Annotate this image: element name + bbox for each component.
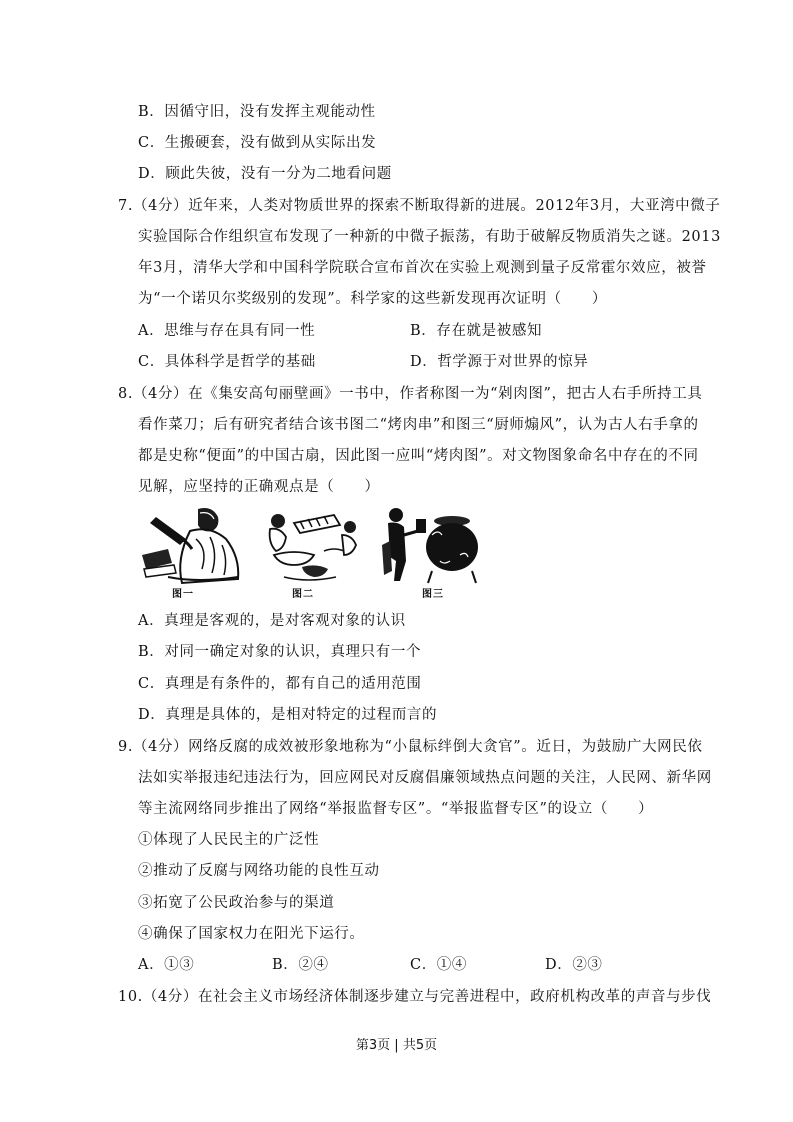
q8-option-b: B．对同一确定对象的认识，真理只有一个	[138, 644, 422, 660]
q7-option-a: A．思维与存在具有同一性	[138, 323, 316, 339]
q9-statement-3: ③拓宽了公民政治参与的渠道	[138, 895, 335, 911]
q9-option-b: B．②④	[272, 957, 329, 973]
q8-stem-line-1: 8.（4分）在《集安高句丽壁画》一书中，作者称图一为“剁肉图”，把古人右手所持工具	[118, 386, 703, 402]
q7-stem-line-4: 为“一个诺贝尔奖级别的发现”。科学家的这些新发现再次证明（ ）	[138, 291, 608, 307]
q6-option-d: D．顾此失彼，没有一分为二地看问题	[138, 166, 392, 182]
q10-stem-line-1: 10.（4分）在社会主义市场经济体制逐步建立与完善进程中，政府机构改革的声音与步伐	[118, 989, 712, 1005]
q7-stem-line-3: 年3月，清华大学和中国科学院联合宣布首次在实验上观测到量子反常霍尔效应，被誉	[138, 260, 707, 276]
q6-option-c: C．生搬硬套，没有做到从实际出发	[138, 135, 377, 151]
q8-option-d: D．真理是具体的，是相对特定的过程而言的	[138, 707, 438, 723]
page-footer: 第3页 | 共5页	[355, 1038, 438, 1053]
q6-option-b: B．因循守旧，没有发挥主观能动性	[138, 104, 376, 120]
q9-option-c: C．①④	[410, 957, 467, 973]
q7-option-c: C．具体科学是哲学的基础	[138, 354, 316, 370]
figure-3-image	[380, 505, 480, 587]
q8-option-c: C．真理是有条件的，都有自己的适用范围	[138, 676, 422, 692]
q7-option-b: B．存在就是被感知	[410, 323, 543, 339]
q9-statement-1: ①体现了人民民主的广泛性	[138, 832, 320, 848]
q9-option-a: A．①③	[138, 957, 195, 973]
figure-1-caption: 图一	[172, 589, 194, 600]
q9-statement-2: ②推动了反腐与网络功能的良性互动	[138, 863, 380, 879]
figure-2-image	[264, 505, 364, 587]
q7-stem-line-1: 7.（4分）近年来，人类对物质世界的探索不断取得新的进展。2012年3月，大亚湾中微子	[118, 198, 721, 214]
q9-stem-line-3: 等主流网络同步推出了网络“举报监督专区”。“举报监督专区”的设立（ ）	[138, 801, 654, 817]
mural-figures	[132, 505, 492, 605]
figure-2-caption: 图二	[292, 589, 314, 600]
q7-option-d: D．哲学源于对世界的惊异	[410, 354, 589, 370]
q9-option-d: D．②③	[545, 957, 603, 973]
q8-option-a: A．真理是客观的，是对客观对象的认识	[138, 613, 406, 629]
figure-1-image	[138, 505, 254, 587]
q8-stem-line-2: 看作菜刀；后有研究者结合该书图二“烤肉串”和图三“厨师煽风”，认为古人右手拿的	[138, 417, 699, 433]
q8-stem-line-4: 见解，应坚持的正确观点是（ ）	[138, 479, 380, 495]
q9-stem-line-2: 法如实举报违纪违法行为，回应网民对反腐倡廉领域热点问题的关注，人民网、新华网	[138, 770, 712, 786]
figure-3-caption: 图三	[422, 589, 444, 600]
q9-stem-line-1: 9.（4分）网络反腐的成效被形象地称为“小鼠标绊倒大贪官”。近日，为鼓励广大网民依	[118, 739, 703, 755]
q7-stem-line-2: 实验国际合作组织宣布发现了一种新的中微子振荡，有助于破解反物质消失之谜。2013	[138, 229, 721, 245]
q9-statement-4: ④确保了国家权力在阳光下运行。	[138, 926, 365, 942]
q8-stem-line-3: 都是史称“便面”的中国古扇，因此图一应叫“烤肉图”。对文物图象命名中存在的不同	[138, 448, 699, 464]
